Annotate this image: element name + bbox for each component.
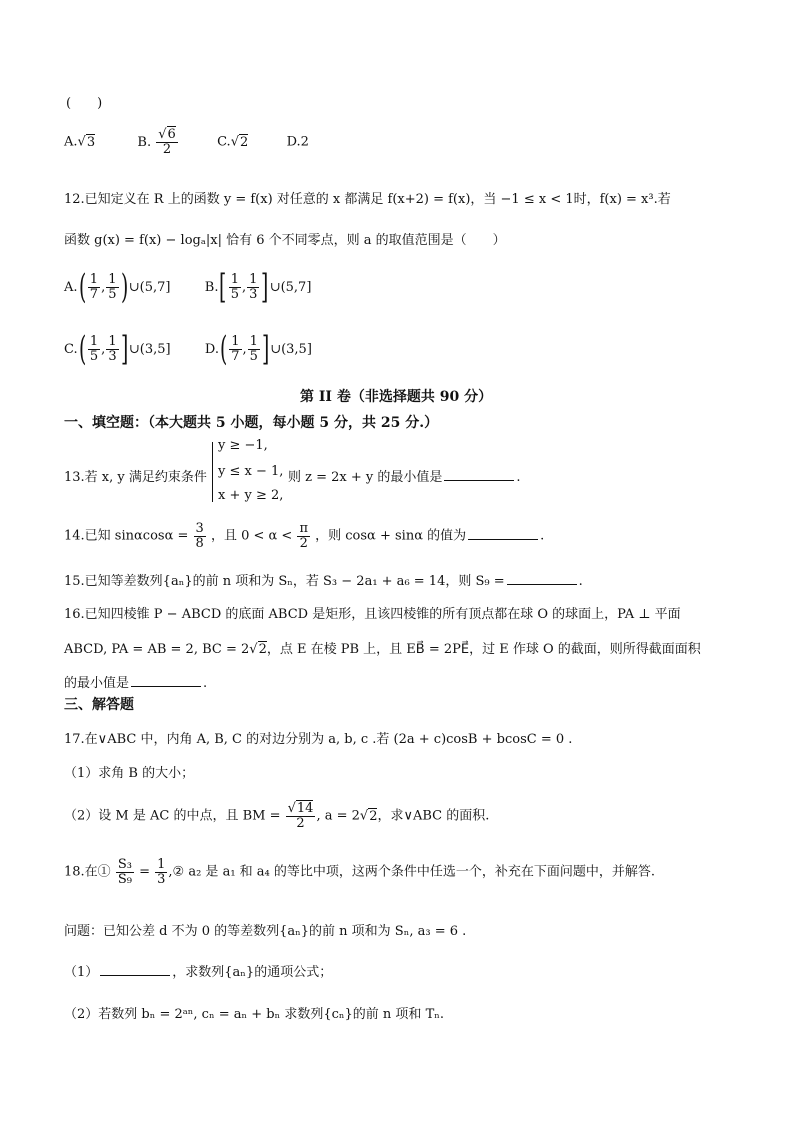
q12-line1: 12.已知定义在 R 上的函数 y = f(x) 对任意的 x 都满足 f(x+2) = f(x)，当 −1 ≤ x < 1时，f(x) = x³.若 — [64, 192, 671, 207]
q18-part2: （2）若数列 bₙ = 2ᵃⁿ, cₙ = aₙ + bₙ 求数列{cₙ}的前 n 项和 Tₙ. — [64, 1007, 444, 1022]
q13-constraint-1: y ≥ −1, — [218, 438, 268, 453]
part2-title: 第 II 卷（非选择题共 90 分） — [300, 389, 493, 405]
q11-option-d: D.2 — [286, 134, 309, 150]
q12-option-b: B.[ $\frac{1}{5}$ , $\frac{1}{3}$ ]∪(5,7] — [204, 267, 312, 307]
q12-options-cd — [64, 329, 312, 369]
q15-answer-blank[interactable] — [507, 572, 577, 585]
q12-option-a: A.( $\frac{1}{7}$ , $\frac{1}{5}$ )∪(5,7] — [64, 267, 171, 307]
q17-part1: （1）求角 B 的大小； — [64, 766, 195, 781]
q12-options-ab — [64, 267, 312, 307]
q13-prefix: 13.若 x, y 满足约束条件 — [64, 470, 207, 485]
q11-option-c: C.√2 — [217, 134, 249, 150]
q12-line2: 函数 g(x) = f(x) − logₐ|x| 恰有 6 个不同零点，则 a 的取值范围是（ ） — [64, 233, 506, 248]
q14-line: 14.已知 sinαcosα = $\frac{3}{8}$ ，且 0 < α < $\frac{\pi}{2}$ ，则 cosα + sinα 的值为 . — [64, 521, 545, 551]
q14-answer-blank[interactable] — [468, 527, 538, 540]
q16-answer-blank[interactable] — [131, 674, 201, 687]
q11-option-a: A.√3 — [64, 134, 96, 150]
q13-suffix: 则 z = 2x + y 的最小值是 . — [288, 470, 521, 485]
answer-paren: ( ) — [66, 96, 103, 111]
q15-line: 15.已知等差数列{aₙ}的前 n 项和为 Sₙ，若 S₃ − 2a₁ + a₆ = 14，则 S₉ = . — [64, 574, 583, 589]
q11-option-b: B. $\frac{√6}{2}$ — [137, 127, 176, 157]
q16-line3: 的最小值是 . — [64, 676, 208, 691]
q18-question: 问题：已知公差 d 不为 0 的等差数列{aₙ}的前 n 项和为 Sₙ, a₃ = 6 . — [64, 924, 467, 939]
q13-brace — [212, 442, 213, 502]
section3-heading: 三、解答题 — [64, 697, 134, 713]
q16-line1: 16.已知四棱锥 P − ABCD 的底面 ABCD 是矩形，且该四棱锥的所有顶点都在球 O 的球面上，PA ⊥ 平面 — [64, 607, 681, 622]
section1-heading: 一、填空题：（本大题共 5 小题，每小题 5 分，共 25 分.） — [64, 415, 439, 431]
q12-option-d: D.( $\frac{1}{7}$ , $\frac{1}{5}$ ]∪(3,5] — [204, 329, 312, 369]
q17-stem: 17.在∨ABC 中，内角 A, B, C 的对边分别为 a, b, c .若 (2a + c)cosB + bcosC = 0 . — [64, 732, 573, 747]
q16-line2: ABCD, PA = AB = 2, BC = 2√2，点 E 在棱 PB 上，且 EB⃗ = 2PE⃗，过 E 作球 O 的截面，则所得截面面积 — [64, 642, 701, 657]
q13-constraint-system — [210, 438, 300, 506]
q11-options — [64, 128, 309, 156]
q12-option-c: C.( $\frac{1}{5}$ , $\frac{1}{3}$ ]∪(3,5] — [64, 329, 171, 369]
q18-condition-blank[interactable] — [100, 963, 170, 976]
q13-answer-blank[interactable] — [444, 468, 514, 481]
q18-part1: （1） ，求数列{aₙ}的通项公式； — [64, 965, 333, 980]
q17-part2: （2）设 M 是 AC 的中点，且 BM = $\frac{√14}{2}$ , a = 2√2，求∨ABC 的面积. — [64, 801, 490, 831]
q13-constraint-2: y ≤ x − 1, — [218, 464, 284, 479]
q18-stem: 18.在① $\frac{\text{S₃}}{\text{S₉}}$ = $\frac{1}{3}$ ,② a₂ 是 a₁ 和 a₄ 的等比中项，这两个条件中任选一个，补充在下面问题中，并解答. — [64, 857, 656, 887]
q13-constraint-3: x + y ≥ 2, — [218, 488, 284, 503]
